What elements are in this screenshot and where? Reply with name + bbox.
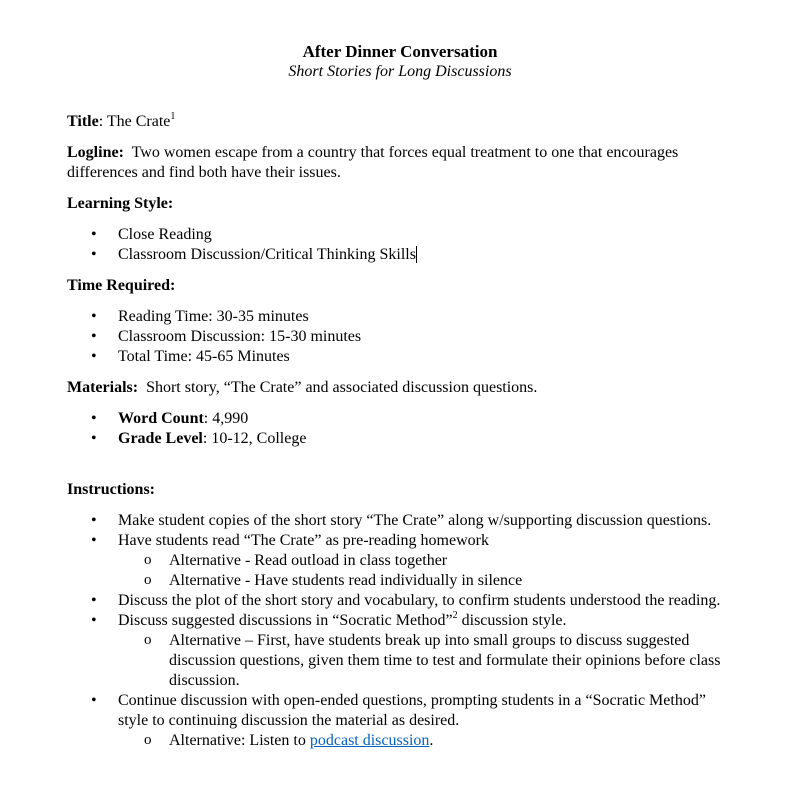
time-required-list xyxy=(67,307,737,367)
list-item: • Close Reading xyxy=(67,225,737,245)
document-header xyxy=(0,42,800,82)
title-value: The Crate xyxy=(106,113,171,130)
list-item: • Make student copies of the short story “The Crate” along w/supporting discussion questions. xyxy=(67,511,737,531)
sub-list xyxy=(118,631,737,691)
logline-text: Two women escape from a country that forces equal treatment to one that encourages differences and find both have their issues. xyxy=(67,144,679,181)
list-item: • Reading Time: 30-35 minutes xyxy=(67,307,737,327)
materials-text: Short story, “The Crate” and associated discussion questions. xyxy=(146,379,538,396)
sub-list-item: o Alternative: Listen to podcast discussion. xyxy=(118,731,737,751)
footnote-ref-2[interactable]: 2 xyxy=(452,609,458,621)
instructions-heading: Instructions: xyxy=(67,481,156,498)
list-item: • Discuss suggested discussions in “Socratic Method”$^2$ discussion style. o Alternative – First, have students break up into small groups to discuss suggested discussion questions, given them time to test and formulate their opinions before class discussion. xyxy=(67,611,737,691)
sub-list-item: o Alternative - Have students read individually in silence xyxy=(118,571,737,591)
logline xyxy=(67,143,737,183)
materials xyxy=(67,378,737,398)
learning-style-list xyxy=(67,225,737,265)
footnote-ref-1[interactable]: 1 xyxy=(170,110,176,122)
spacer xyxy=(67,460,737,480)
materials-label: Materials: xyxy=(67,379,139,396)
list-item: • Classroom Discussion: 15-30 minutes xyxy=(67,327,737,347)
time-required-heading: Time Required: xyxy=(67,277,176,294)
sub-list xyxy=(118,731,737,751)
grade-level: • Grade Level: 10-12, College xyxy=(67,429,737,449)
word-count: • Word Count: 4,990 xyxy=(67,409,737,429)
sub-list xyxy=(118,551,737,591)
title-line xyxy=(67,112,737,132)
document-title: After Dinner Conversation xyxy=(302,42,498,61)
instructions-list xyxy=(67,511,737,751)
list-item: • Total Time: 45-65 Minutes xyxy=(67,347,737,367)
list-item xyxy=(67,245,737,265)
document-subtitle: Short Stories for Long Discussions xyxy=(288,63,512,80)
list-item: • Discuss the plot of the short story and vocabulary, to confirm students understood the reading. xyxy=(67,591,737,611)
sub-list-item: o Alternative - Read outload in class together xyxy=(118,551,737,571)
title-label: Title xyxy=(67,113,99,130)
materials-list xyxy=(67,409,737,449)
learning-style-heading: Learning Style: xyxy=(67,195,174,212)
list-item: • Continue discussion with open-ended questions, prompting students in a “Socratic Method” style to continuing discussion the material as desired. o Alternative: Listen to podcast discussion. xyxy=(67,691,737,751)
logline-label: Logline: xyxy=(67,144,124,161)
podcast-discussion-link[interactable]: podcast discussion xyxy=(309,732,430,749)
document-body xyxy=(67,112,737,762)
list-item: • Have students read “The Crate” as pre-reading homework o Alternative - Read outload in class together o Alternative - Have students read individually in silence xyxy=(67,531,737,591)
text-cursor: Classroom Discussion/Critical Thinking Skills xyxy=(118,246,416,263)
sub-list-item: o Alternative – First, have students break up into small groups to discuss suggested discussion questions, given them time to test and formulate their opinions before class discussion. xyxy=(118,631,737,691)
title-sep: : xyxy=(98,113,107,130)
